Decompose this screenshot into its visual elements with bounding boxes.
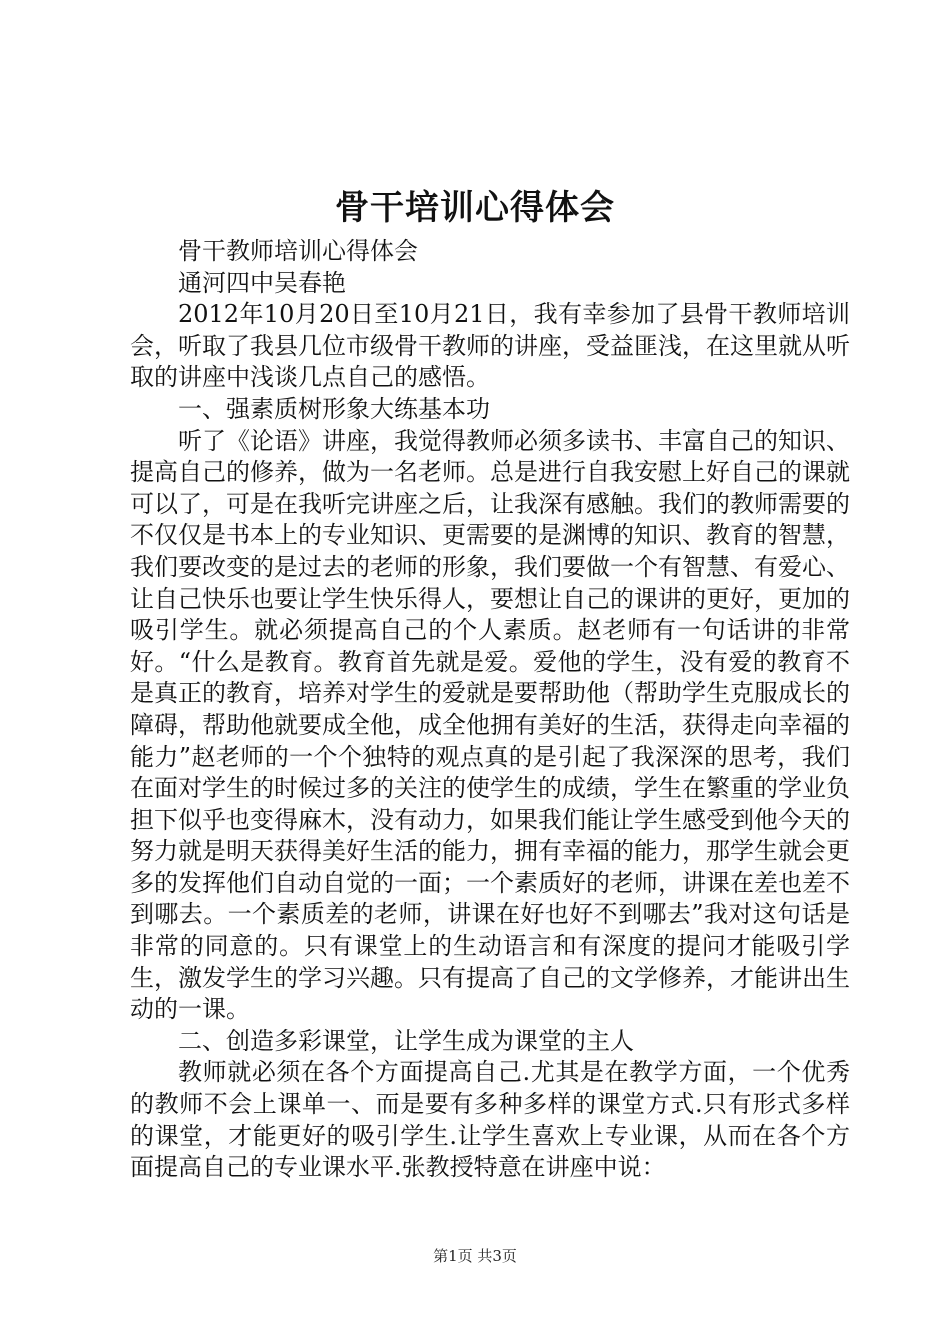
page-footer: 第1页 共3页 — [433, 1247, 517, 1265]
document-title: 骨干培训心得体会 — [335, 188, 615, 228]
section-heading-2: 二、创造多彩课堂，让学生成为课堂的主人 — [178, 1026, 634, 1055]
author-paragraph: 通河四中吴春艳 — [178, 268, 346, 297]
section-heading-1: 一、强素质树形象大练基本功 — [178, 394, 490, 423]
section-2-paragraph: 教师就必须在各个方面提高自己.尤其是在教学方面，一个优秀的教师不会上课单一、而是要有多种多样的课堂方式.只有形式多样的课堂，才能更好的吸引学生.让学生喜欢上专业课，从而在各个方面提高自己的专业课水平.张教授特意在讲座中说： — [130, 1058, 850, 1182]
intro-paragraph: 2012年10月20日至10月21日，我有幸参加了县骨干教师培训会，听取了我县几位市级骨干教师的讲座，受益匪浅，在这里就从听取的讲座中浅谈几点自己的感悟。 — [130, 300, 850, 392]
document-body — [130, 236, 850, 1184]
subtitle-paragraph: 骨干教师培训心得体会 — [178, 237, 418, 265]
section-1-paragraph: 听了《论语》讲座，我觉得教师必须多读书、丰富自己的知识、提高自己的修养，做为一名老师。总是进行自我安慰上好自己的课就可以了，可是在我听完讲座之后，让我深有感触。我们的教师需要的不仅仅是书本上的专业知识、更需要的是渊博的知识、教育的智慧，我们要改变的是过去的老师的形象，我们要做一个有智慧、有爱心、让自己快乐也要让学生快乐得人，要想让自己的课讲的更好，更加的吸引学生。就必须提高自己的个人素质。赵老师有一句话讲的非常好。“什么是教育。教育首先就是爱。爱他的学生，没有爱的教育不是真正的教育，培养对学生的爱就是要帮助他（帮助学生克服成长的障碍，帮助他就要成全他，成全他拥有美好的生活，获得走向幸福的能力”赵老师的一个个独特的观点真的是引起了我深深的思考，我们在面对学生的时候过多的关注的使学生的成绩，学生在繁重的学业负担下似乎也变得麻木，没有动力，如果我们能让学生感受到他今天的努力就是明天获得美好生活的能力，拥有幸福的能力，那学生就会更多的发挥他们自动自觉的一面；一个素质好的老师，讲课在差也差不到哪去。一个素质差的老师，讲课在好也好不到哪去”我对这句话是非常的同意的。只有课堂上的生动语言和有深度的提问才能吸引学生，激发学生的学习兴趣。只有提高了自己的文学修养，才能讲出生动的一课。 — [130, 426, 850, 1024]
